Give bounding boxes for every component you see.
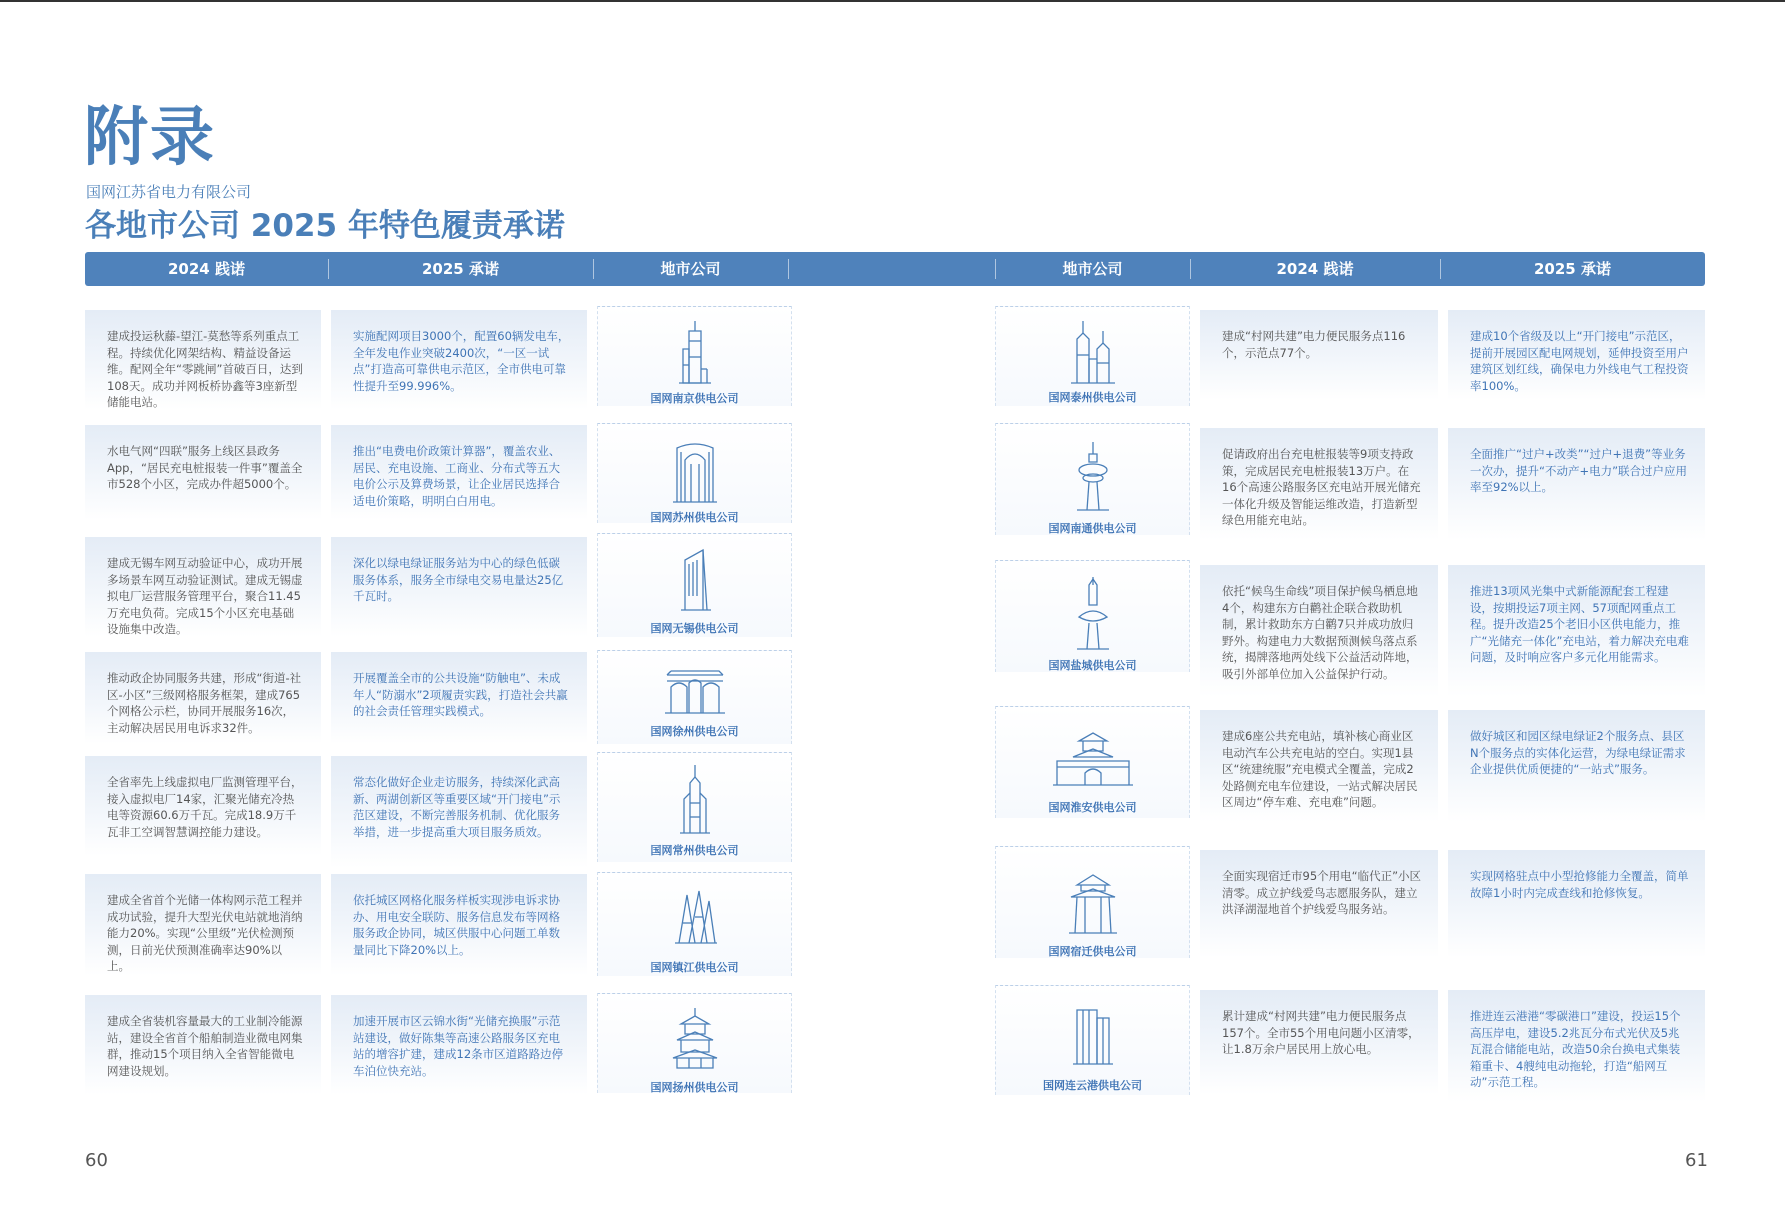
header-right-2025: 2025 承诺 — [1534, 260, 1611, 278]
left-row-2-city-name: 国网苏州供电公司 — [650, 511, 739, 524]
header-left-2024: 2024 践诺 — [168, 260, 245, 278]
left-row-6-city-name: 国网镇江供电公司 — [650, 961, 739, 974]
right-row-2-2024-practice: 促请政府出台充电桩报装等9项支持政策，完成居民充电桩报装13万户。在16个高速公路服务区充电站开展光储充一体化升级及智能运维改造，打造新型绿色用能充电站。 — [1200, 428, 1438, 540]
left-row-1-city — [597, 306, 792, 406]
left-row-3-2025-commitment: 深化以绿电绿证服务站为中心的绿色低碳服务体系，服务全市绿电交易电量达25亿千瓦时。 — [331, 537, 587, 637]
left-row-1-2024-practice: 建成投运秋藤-望江-莫愁等系列重点工程。持续优化网架结构、精益设备运维。配网全年“零跳闸”首破百日，达到108天。成功并网板桥协鑫等3座新型储能电站。 — [85, 310, 321, 410]
left-row-2-2024-practice: 水电气网“四联”服务上线区县政务App，“居民充电桩报装一件事”覆盖全市528个小区，完成办件超5000个。 — [85, 425, 321, 520]
left-row-3-city — [597, 533, 792, 637]
nantong-tower-icon — [1071, 440, 1115, 512]
left-row-4-2024-practice: 推动政企协同服务共建，形成“街道-社区-小区”三级网格服务框架，建成765个网格公示栏，协同开展服务16次，主动解决居民用电诉求32件。 — [85, 652, 321, 744]
left-row-2-2025-commitment: 推出“电费电价政策计算器”，覆盖农业、居民、充电设施、工商业、分布式等五大电价公示及算费场景，让企业居民选择合适电价策略，明明白白用电。 — [331, 425, 587, 520]
right-row-1-city — [995, 306, 1190, 406]
left-row-1-city-name: 国网南京供电公司 — [650, 392, 739, 405]
right-row-5-city — [995, 846, 1190, 958]
right-row-4-2025-commitment: 做好城区和园区绿电绿证2个服务点、县区N个服务点的实体化运营，为绿电绿证需求企业提供优质便捷的“一站式”服务。 — [1448, 710, 1705, 822]
yangzhou-pagoda-icon — [671, 1006, 719, 1070]
left-row-5-2025-commitment: 常态化做好企业走访服务，持续深化武高新、两湖创新区等重要区域“开门接电”示范区建设，不断完善服务机制、优化服务举措，进一步提高重大项目服务质效。 — [331, 756, 587, 868]
page-number-left: 60 — [85, 1150, 108, 1171]
right-row-4-2024-practice: 建成6座公共充电站，填补核心商业区电动汽车公共充电站的空白。实现1县区“统建统服”充电模式全覆盖，完成2处路侧充电车位建设，一站式解决居民区周边“停车难、充电难”问题。 — [1200, 710, 1438, 822]
left-row-3-city-name: 国网无锡供电公司 — [650, 622, 739, 635]
right-row-6-city — [995, 985, 1190, 1095]
left-row-6-2025-commitment: 依托城区网格化服务样板实现涉电诉求协办、用电安全联防、服务信息发布等网格服务政企协同，城区供服中心问题工单数量同比下降20%以上。 — [331, 874, 587, 976]
right-row-3-city-name: 国网盐城供电公司 — [1048, 659, 1137, 672]
left-row-7-2025-commitment: 加速开展市区云锦水街“光储充换服”示范站建设，做好陈集等高速公路服务区充电站的增容扩建，建成12条市区道路路边停车泊位快充站。 — [331, 995, 587, 1095]
suzhou-gate-icon — [673, 442, 717, 504]
left-row-7-city-name: 国网扬州供电公司 — [650, 1081, 739, 1094]
yancheng-tower-icon — [1071, 575, 1115, 651]
right-row-1-city-name: 国网泰州供电公司 — [1048, 391, 1137, 404]
right-row-3-2024-practice: 依托“候鸟生命线”项目保护候鸟栖息地4个，构建东方白鹳社企联合救助机制，累计救助东方白鹳7只并成功放归野外。构建电力大数据预测候鸟落点系统，揭牌落地两处线下公益活动阵地，吸引外部单位加入公益保护行动。 — [1200, 565, 1438, 697]
right-row-5-2025-commitment: 实现网格驻点中小型抢修能力全覆盖，简单故障1小时内完成查线和抢修恢复。 — [1448, 850, 1705, 958]
left-row-5-city-name: 国网常州供电公司 — [650, 844, 739, 857]
header-right-2024: 2024 践诺 — [1276, 260, 1354, 278]
left-row-2-city — [597, 423, 792, 523]
left-row-7-2024-practice: 建成全省装机容量最大的工业制冷能源站，建设全省首个船舶制造业微电网集群，推动15个项目纳入全省智能微电网建设规划。 — [85, 995, 321, 1095]
right-row-6-2024-practice: 累计建成“村网共建”电力便民服务点157个。全市55个用电问题小区清零，让1.8万余户居民用上放心电。 — [1200, 990, 1438, 1095]
page-number-right: 61 — [1685, 1150, 1708, 1171]
taizhou-towers-icon — [1069, 319, 1117, 385]
left-row-1-2025-commitment: 实施配网项目3000个，配置60辆发电车，全年发电作业突破2400次，“一区一试点”打造高可靠供电示范区，全市供电可靠性提升至99.996%。 — [331, 310, 587, 410]
left-row-5-2024-practice: 全省率先上线虚拟电厂监测管理平台，接入虚拟电厂14家，汇聚光储充冷热电等资源60.6万千瓦。完成18.9万千瓦非工空调智慧调控能力建设。 — [85, 756, 321, 856]
left-row-4-2025-commitment: 开展覆盖全市的公共设施“防触电”、未成年人“防溺水”2项履责实践，打造社会共赢的社会责任管理实践模式。 — [331, 652, 587, 744]
xuzhou-arch-icon — [663, 665, 727, 715]
right-row-1-2025-commitment: 建成10个省级及以上“开门接电”示范区，提前开展园区配电网规划，延伸投资至用户建筑区划红线，确保电力外线电气工程投资率100%。 — [1448, 310, 1705, 400]
right-row-4-city — [995, 706, 1190, 818]
nanjing-tower-icon — [675, 319, 715, 385]
left-row-3-2024-practice: 建成无锡车网互动验证中心，成功开展多场景车网互动验证测试。建成无锡虚拟电厂运营服务管理平台，聚合11.45万充电负荷。完成15个小区充电基础设施集中改造。 — [85, 537, 321, 637]
right-row-3-2025-commitment: 推进13项风光集中式新能源配套工程建设，按期投运7项主网、57项配网重点工程。提升改造25个老旧小区供电能力，推广“光储充一体化”充电站，着力解决充电难问题，及时响应客户多元化用能需求。 — [1448, 565, 1705, 697]
lianyungang-building-icon — [1071, 1000, 1115, 1066]
right-row-2-2025-commitment: 全面推广“过户+改类”“过户+退费”等业务一次办，提升“不动产+电力”联合过户应用率至92%以上。 — [1448, 428, 1705, 540]
right-row-2-city — [995, 423, 1190, 535]
left-row-6-2024-practice: 建成全省首个光储一体构网示范工程并成功试验，提升大型光伏电站就地消纳能力20%。实现“公里级”光伏检测预测，日前光伏预测准确率达90%以上。 — [85, 874, 321, 976]
huaian-gate-icon — [1053, 731, 1133, 787]
right-row-4-city-name: 国网淮安供电公司 — [1048, 801, 1137, 814]
right-row-1-2024-practice: 建成“村网共建”电力便民服务点116个，示范点77个。 — [1200, 310, 1438, 400]
right-row-2-city-name: 国网南通供电公司 — [1048, 522, 1137, 535]
header-left-city: 地市公司 — [660, 260, 721, 278]
page-subtitle: 各地市公司 2025 年特色履责承诺 — [85, 208, 565, 244]
changzhou-tower-icon — [678, 763, 712, 835]
left-row-4-city — [597, 650, 792, 744]
right-row-6-city-name: 国网连云港供电公司 — [1043, 1079, 1142, 1092]
top-rule — [0, 0, 1785, 2]
right-row-3-city — [995, 560, 1190, 672]
wuxi-tower-icon — [677, 546, 713, 612]
left-row-5-city — [597, 752, 792, 862]
left-row-4-city-name: 国网徐州供电公司 — [650, 725, 739, 738]
header-divider — [788, 259, 789, 279]
left-row-6-city — [597, 872, 792, 976]
page-title: 附录 — [84, 101, 216, 175]
left-row-7-city — [597, 993, 792, 1093]
suqian-pavilion-icon — [1067, 873, 1119, 935]
company-name: 国网江苏省电力有限公司 — [86, 183, 252, 201]
zhenjiang-building-icon — [673, 887, 717, 947]
right-row-6-2025-commitment: 推进连云港港“零碳港口”建设，投运15个高压岸电，建设5.2兆瓦分布式光伏及5兆瓦混合储能电站，改造50余台换电式集装箱重卡、4艘纯电动拖轮，打造“船网互动”示范工程。 — [1448, 990, 1705, 1102]
header-left-2025: 2025 承诺 — [422, 260, 499, 278]
table-header-bar — [85, 252, 1705, 286]
right-row-5-city-name: 国网宿迁供电公司 — [1048, 945, 1137, 958]
right-row-5-2024-practice: 全面实现宿迁市95个用电“临代正”小区清零。成立护线爱鸟志愿服务队，建立洪泽湖湿地首个护线爱鸟服务站。 — [1200, 850, 1438, 958]
header-right-city: 地市公司 — [1062, 260, 1123, 278]
